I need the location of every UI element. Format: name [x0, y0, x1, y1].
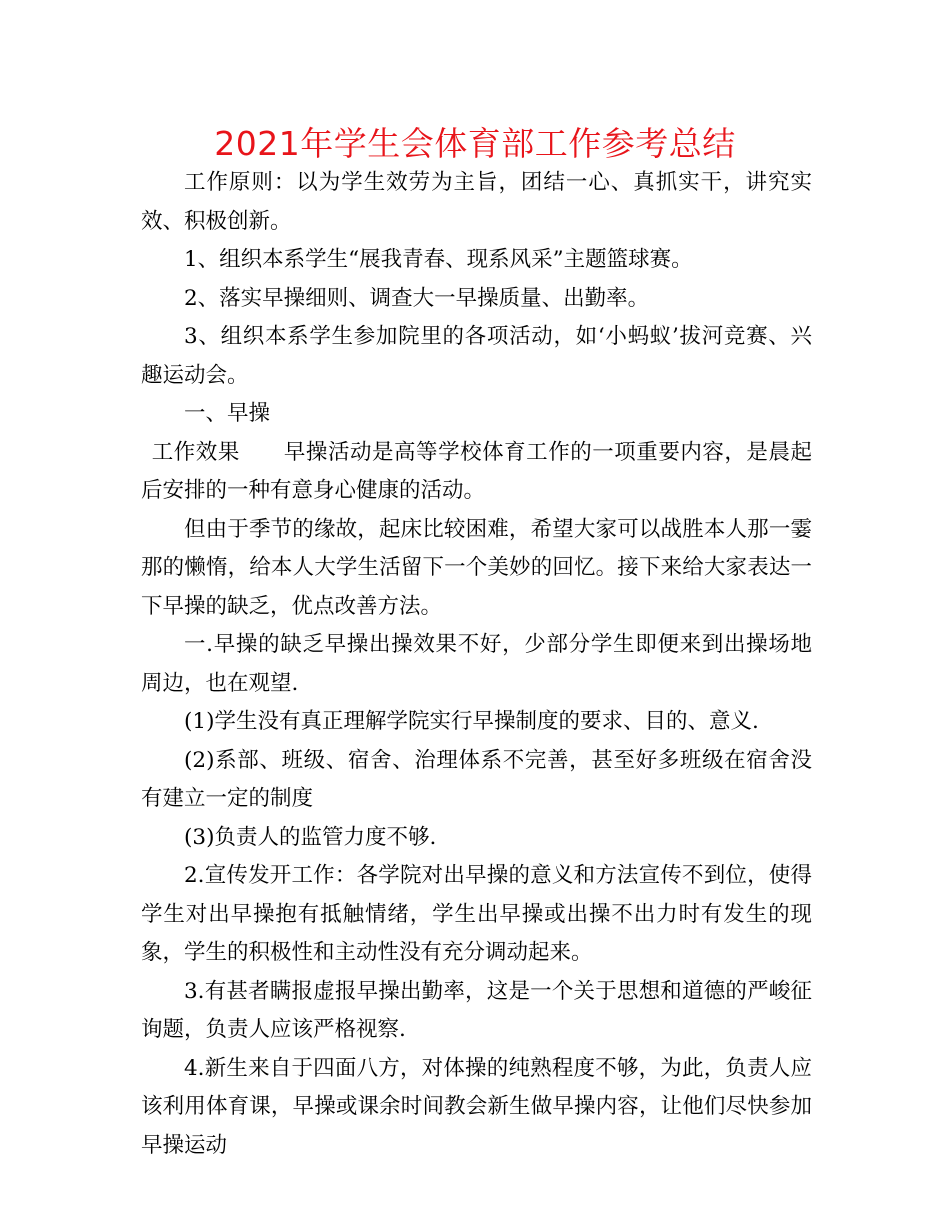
paragraph-point-1: (1)学生没有真正理解学院实行早操制度的要求、目的、意义. — [184, 709, 759, 734]
paragraph-item-3: 3、组织本系学生参加院里的各项活动，如‘小蚂蚁’拔河竞赛、兴趣运动会。 — [141, 324, 812, 388]
section-heading-morning-exercise: 一、早操 — [184, 401, 271, 426]
paragraph-work-effect: 工作效果 早操活动是高等学校体育工作的一项重要内容，是晨起后安排的一种有意身心健康的活动。 — [141, 439, 812, 503]
paragraph-shortcoming: 一.早操的缺乏早操出操效果不好，少部分学生即便来到出操场地周边，也在观望. — [141, 632, 812, 696]
paragraph-season: 但由于季节的缘故，起床比较困难，希望大家可以战胜本人那一霎那的懒惰，给本人大学生活留下一个美妙的回忆。接下来给大家表达一下早操的缺乏，优点改善方法。 — [141, 516, 812, 619]
paragraph-point-2: (2)系部、班级、宿舍、治理体系不完善，甚至好多班级在宿舍没有建立一定的制度 — [141, 747, 812, 811]
paragraph-false-report: 3.有甚者瞒报虚报早操出勤率，这是一个关于思想和道德的严峻征询题，负责人应该严格视察. — [141, 978, 812, 1042]
paragraph-item-1: 1、组织本系学生“展我青春、现系风采”主题篮球赛。 — [184, 247, 693, 272]
document-title: 2021年学生会体育部工作参考总结 — [214, 124, 736, 163]
paragraph-new-students: 4.新生来自于四面八方，对体操的纯熟程度不够，为此，负责人应该利用体育课，早操或课余时间教会新生做早操内容，让他们尽快参加早操运动 — [141, 1055, 812, 1158]
document-body — [141, 164, 812, 1165]
paragraph-publicity: 2.宣传发开工作：各学院对出早操的意义和方法宣传不到位，使得学生对出早操抱有抵触情绪，学生出早操或出操不出力时有发生的现象，学生的积极性和主动性没有充分调动起来。 — [141, 863, 812, 965]
paragraph-principle: 工作原则：以为学生效劳为主旨，团结一心、真抓实干，讲究实效、积极创新。 — [141, 170, 812, 234]
paragraph-point-3: (3)负责人的监管力度不够. — [184, 824, 437, 850]
paragraph-item-2: 2、落实早操细则、调查大一早操质量、出勤率。 — [184, 285, 650, 311]
